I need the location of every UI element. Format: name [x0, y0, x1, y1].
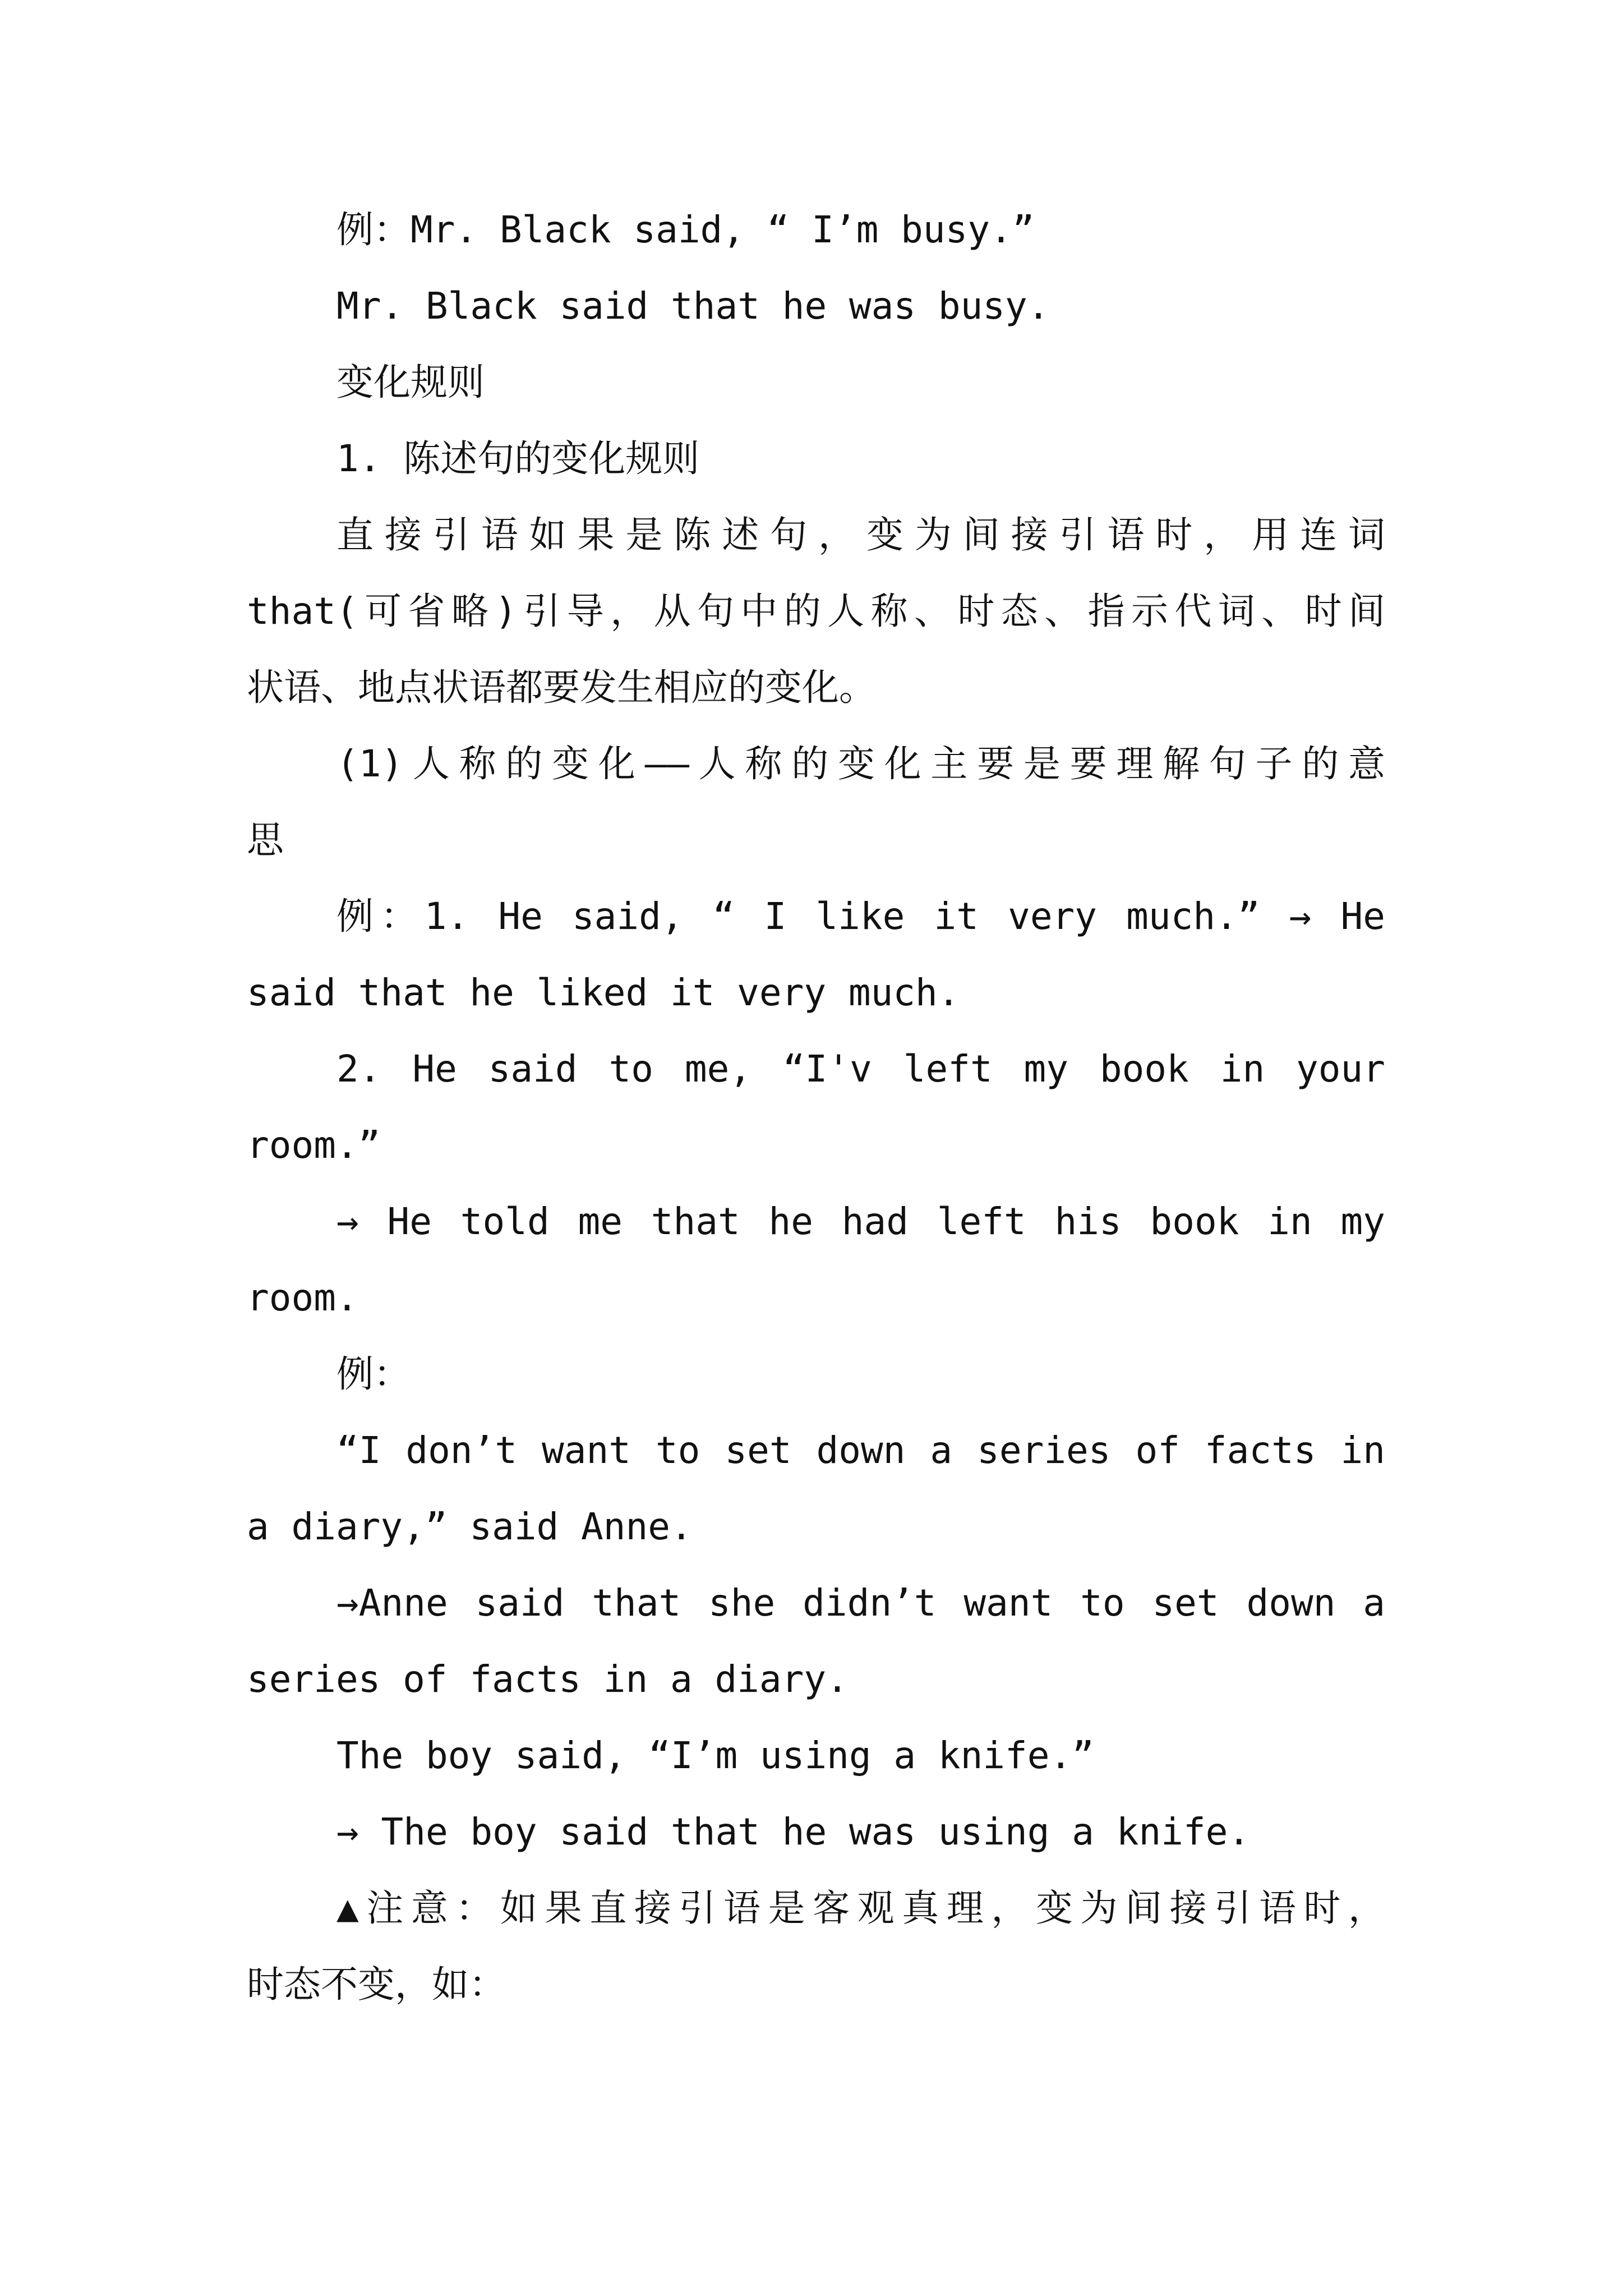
example-line: → He told me that he had left his book in my — [336, 1200, 1385, 1243]
example-direct-speech-line: 例：Mr. Black said, “ I’m busy.” — [336, 208, 1035, 251]
example-label: 例： — [336, 1352, 411, 1396]
subsection-heading: 1. 陈述句的变化规则 — [336, 437, 700, 480]
example-line: 2. He said to me, “I'v left my book in your — [336, 1047, 1385, 1091]
section-heading: 变化规则 — [336, 361, 485, 404]
example-line: The boy said, “I’m using a knife.” — [336, 1734, 1095, 1777]
example-line: a diary,” said Anne. — [247, 1505, 693, 1548]
rule-heading-line: 思 — [247, 818, 284, 862]
example-line: series of facts in a diary. — [247, 1658, 849, 1701]
rule-heading-line: (1)人称的变化——人称的变化主要是要理解句子的意 — [336, 742, 1385, 785]
example-line: room. — [247, 1276, 358, 1319]
paragraph-line: 状语、地点状语都要发生相应的变化。 — [247, 666, 876, 709]
example-line: “I don’t want to set down a series of facts in — [336, 1429, 1385, 1472]
example-line: →Anne said that she didn’t want to set down a — [336, 1581, 1385, 1625]
paragraph-line: 直接引语如果是陈述句，变为间接引语时，用连词 — [336, 513, 1385, 556]
note-line: ▲注意：如果直接引语是客观真理，变为间接引语时， — [336, 1887, 1385, 1930]
example-line: room.” — [247, 1124, 381, 1167]
note-line: 时态不变，如： — [247, 1963, 506, 2006]
example-line: → The boy said that he was using a knife. — [336, 1810, 1251, 1853]
example-indirect-speech-line: Mr. Black said that he was busy. — [336, 284, 1050, 328]
example-line: 例：1. He said, “ I like it very much.” → He — [336, 895, 1385, 938]
example-line: said that he liked it very much. — [247, 971, 960, 1014]
paragraph-line: that(可省略)引导，从句中的人称、时态、指示代词、时间 — [247, 590, 1385, 633]
